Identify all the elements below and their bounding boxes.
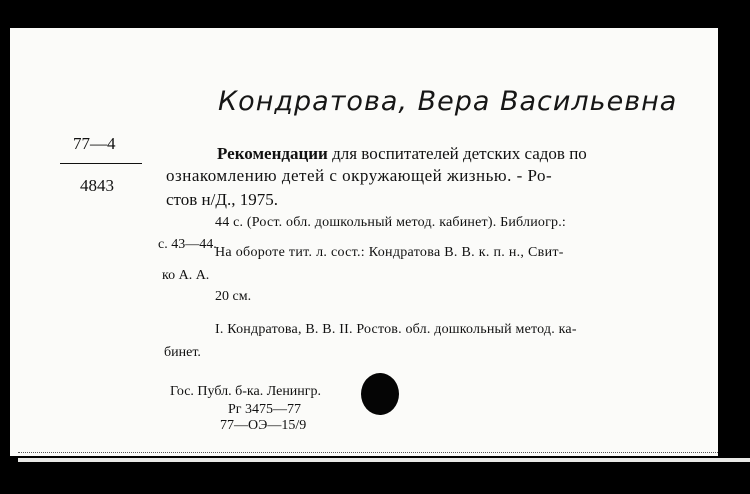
- call-number-shelf: 77—4: [73, 134, 116, 153]
- entry-line-8: 20 см.: [215, 289, 252, 304]
- entry-line-5: с. 43—44.: [158, 237, 217, 252]
- library-line-1: Гос. Публ. б-ка. Ленингр.: [170, 384, 322, 399]
- ink-blot: [361, 373, 399, 415]
- entry-line-7: ко А. А.: [162, 268, 210, 283]
- library-line-2: Рг 3475—77: [228, 402, 302, 417]
- entry-line-6: На обороте тит. л. сост.: Кондратова В. В. к. п. н., Свит-: [215, 245, 564, 260]
- entry-line-2: ознакомлению детей с окружающей жизнью. - Ро-: [166, 166, 553, 185]
- card-edge: [18, 458, 750, 462]
- entry-line-1-rest: для воспитателей детских садов по: [327, 144, 587, 163]
- tracing-line-2: бинет.: [164, 345, 201, 360]
- entry-line-1: [217, 144, 587, 164]
- handwritten-author: Кондратова, Вера Васильевна: [218, 86, 678, 117]
- library-line-3: 77—ОЭ—15/9: [220, 418, 307, 433]
- tracing-line-1: I. Кондратова, В. В. II. Ростов. обл. дошкольный метод. ка-: [215, 322, 577, 337]
- call-number-divider: [60, 163, 142, 164]
- entry-line-3: стов н/Д., 1975.: [166, 190, 278, 209]
- call-number-id: 4843: [80, 176, 114, 195]
- entry-line-4: 44 с. (Рост. обл. дошкольный метод. кабинет). Библиогр.:: [215, 215, 567, 230]
- entry-title: Рекомендации: [217, 144, 328, 163]
- card-bottom-line: [18, 452, 718, 453]
